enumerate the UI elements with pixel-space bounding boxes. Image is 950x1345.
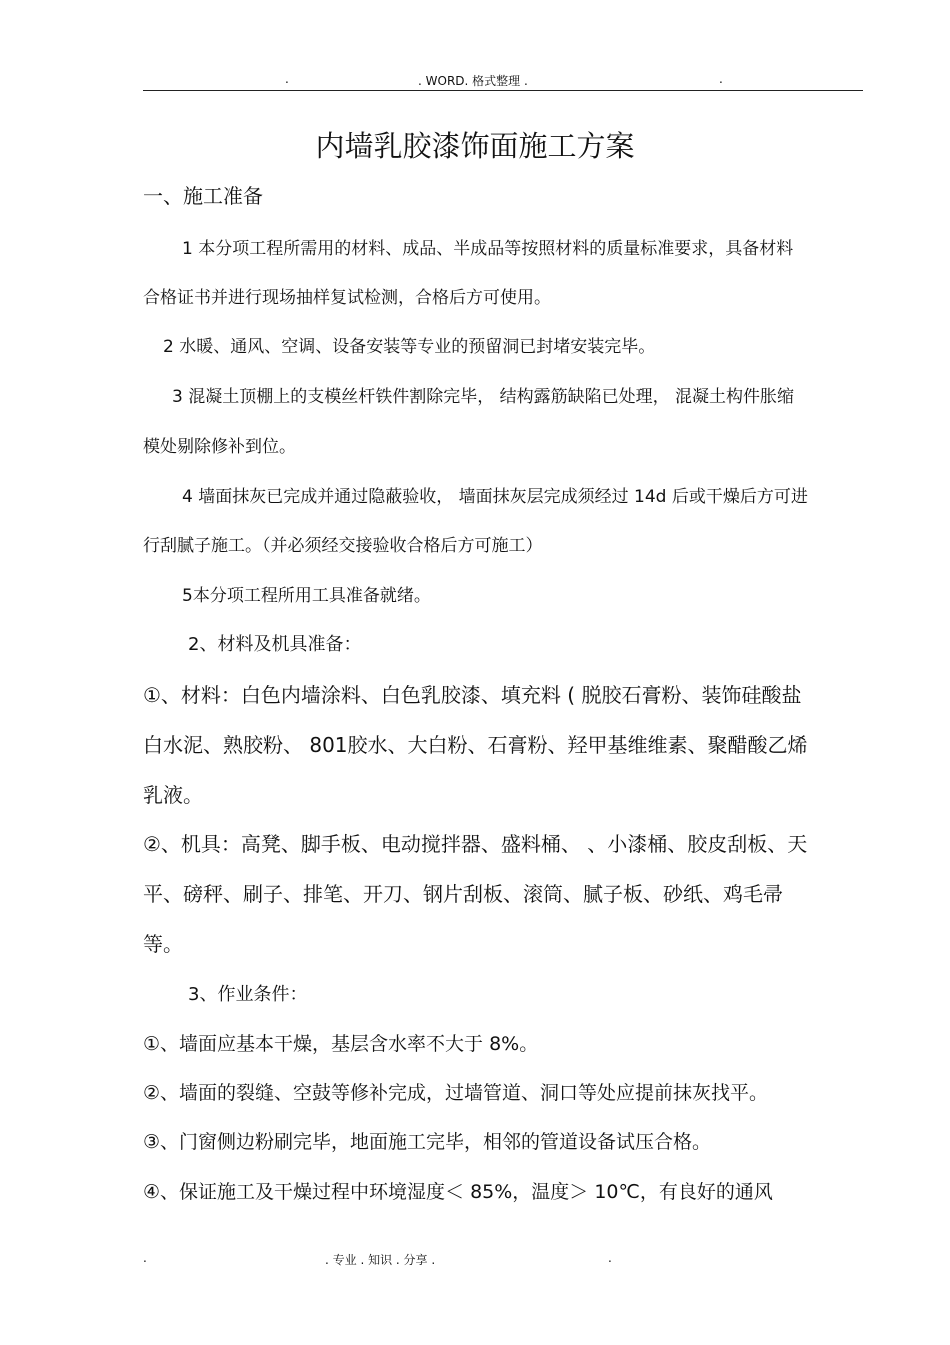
paragraph-line: ③、门窗侧边粉刷完毕，地面施工完毕，相邻的管道设备试压合格。 — [143, 1131, 712, 1153]
paragraph-line: 平、磅秤、刷子、排笔、开刀、钢片刮板、滚筒、腻子板、砂纸、鸡毛帚 — [143, 882, 783, 906]
paragraph-line: 乳液。 — [143, 783, 203, 807]
paragraph-line: 4 墙面抹灰已完成并通过隐蔽验收， 墙面抹灰层完成须经过 14d 后或干燥后方可进 — [182, 487, 808, 507]
section-heading-conditions: 3、作业条件： — [188, 984, 308, 1005]
paragraph-line: 2 水暖、通风、空调、设备安装等专业的预留洞已封堵安装完毕。 — [163, 337, 656, 357]
document-title: 内墙乳胶漆饰面施工方案 — [315, 129, 635, 163]
paragraph-line: 1 本分项工程所需用的材料、成品、半成品等按照材料的质量标准要求，具备材料 — [182, 239, 794, 259]
footer-center-text: . 专业 . 知识 . 分享 . — [325, 1253, 436, 1267]
paragraph-line: ①、墙面应基本干燥，基层含水率不大于 8%。 — [143, 1033, 539, 1055]
paragraph-line: ②、机具：高凳、脚手板、电动搅拌器、盛料桶、 、小漆桶、胶皮刮板、天 — [143, 832, 808, 856]
footer-left-mark: . — [143, 1251, 147, 1265]
section-heading-preparation: 一、施工准备 — [143, 184, 263, 208]
paragraph-line: 合格证书并进行现场抽样复试检测，合格后方可使用。 — [143, 288, 551, 308]
paragraph-line: 等。 — [143, 932, 183, 956]
page-header — [143, 70, 863, 91]
paragraph-line: ④、保证施工及干燥过程中环境湿度＜ 85%，温度＞ 10℃，有良好的通风 — [143, 1181, 773, 1203]
paragraph-line: 行刮腻子施工。（并必须经交接验收合格后方可施工） — [143, 536, 543, 556]
paragraph-line: 模处剔除修补到位。 — [143, 437, 296, 457]
paragraph-line: 3 混凝土顶棚上的支模丝杆铁件割除完毕， 结构露筋缺陷已处理， 混凝土构件胀缩 — [172, 387, 795, 407]
paragraph-line: ①、材料：白色内墙涂料、白色乳胶漆、填充料 ( 脱胶石膏粉、装饰硅酸盐 — [143, 683, 802, 707]
paragraph-line: ②、墙面的裂缝、空鼓等修补完成，过墙管道、洞口等处应提前抹灰找平。 — [143, 1082, 769, 1104]
paragraph-line: 5本分项工程所用工具准备就绪。 — [182, 586, 431, 606]
footer-right-mark: . — [608, 1251, 612, 1265]
header-left-mark: . — [285, 72, 289, 86]
section-heading-materials: 2、材料及机具准备： — [188, 634, 362, 655]
paragraph-line: 白水泥、熟胶粉、 801胶水、大白粉、石膏粉、羟甲基维维素、聚醋酸乙烯 — [143, 733, 808, 757]
header-center-text: . WORD. 格式整理 . — [418, 74, 528, 88]
header-right-mark: . — [719, 72, 723, 86]
